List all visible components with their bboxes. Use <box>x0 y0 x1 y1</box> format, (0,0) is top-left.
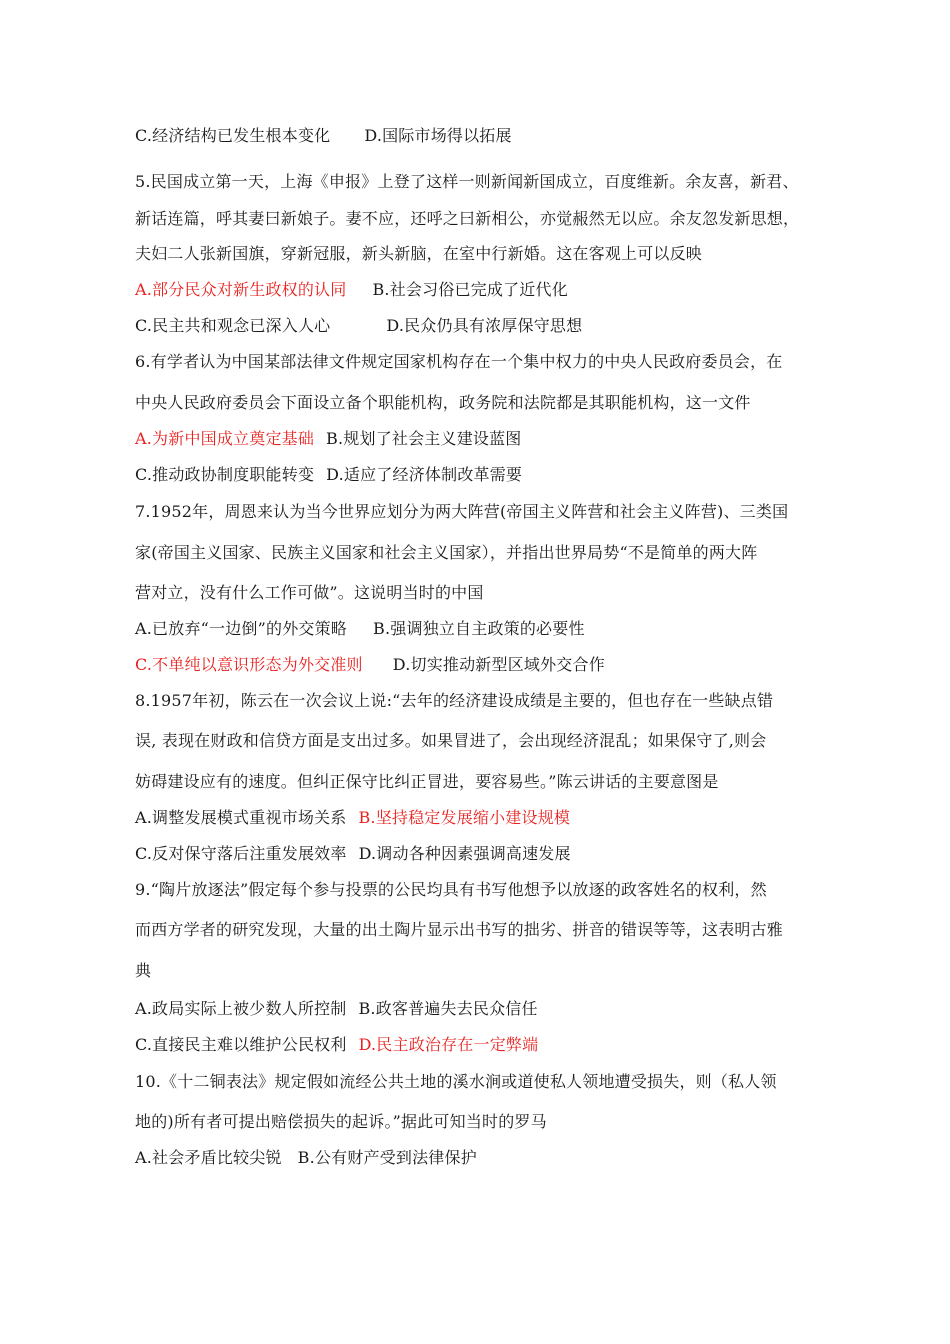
q6-option-b: B.规划了社会主义建设蓝图 <box>326 429 522 448</box>
q10-stem-line-1: 10.《十二铜表法》规定假如流经公共土地的溪水涧或道使私人领地遭受损失，则（私人领 <box>135 1072 777 1091</box>
q5-options-ab <box>135 280 568 300</box>
q7-option-a: A.已放弃“一边倒”的外交策略 <box>135 619 348 638</box>
q5-stem-line-3: 夫妇二人张新国旗，穿新冠服，新头新脑，在室中行新婚。这在客观上可以反映 <box>135 244 703 263</box>
q7-option-d: D.切实推动新型区域外交合作 <box>392 655 605 674</box>
q4-option-c: C.经济结构已发生根本变化 <box>135 126 331 145</box>
q10-stem-line-2: 地的)所有者可提出赔偿损失的起诉。”据此可知当时的罗马 <box>135 1112 547 1131</box>
q5-option-c: C.民主共和观念已深入人心 <box>135 316 331 335</box>
q5-option-a-answer: A.部分民众对新生政权的认同 <box>135 280 347 299</box>
q6-option-d: D.适应了经济体制改革需要 <box>326 465 523 484</box>
q4-options-cd <box>135 126 512 146</box>
q7-stem-line-3: 营对立，没有什么工作可做”。这说明当时的中国 <box>135 583 484 602</box>
q9-option-d-answer: D.民主政治存在一定弊端 <box>358 1035 539 1054</box>
q9-stem-line-2: 而西方学者的研究发现，大量的出土陶片显示出书写的拙劣、拼音的错误等等，这表明古雅 <box>135 920 784 939</box>
q8-option-d: D.调动各种因素强调高速发展 <box>358 844 571 863</box>
q10-option-b: B.公有财产受到法律保护 <box>297 1148 477 1167</box>
q10-option-a: A.社会矛盾比较尖锐 <box>135 1148 282 1167</box>
q9-stem-line-3: 典 <box>135 961 152 980</box>
q6-stem-line-1: 6.有学者认为中国某部法律文件规定国家机构存在一个集中权力的中央人民政府委员会，在 <box>135 352 783 371</box>
q4-option-d: D.国际市场得以拓展 <box>364 126 512 145</box>
q8-options-ab <box>135 808 570 828</box>
q8-option-b-answer: B.坚持稳定发展缩小建设规模 <box>358 808 571 827</box>
q6-stem-line-2: 中央人民政府委员会下面设立备个职能机构，政务院和法院都是其职能机构，这一文件 <box>135 393 751 412</box>
q5-stem-line-2: 新话连篇，呼其妻曰新娘子。妻不应，还呼之曰新相公，亦觉赧然无以应。余友忽发新思想， <box>135 209 800 228</box>
q8-stem-line-1: 8.1957年初，陈云在一次会议上说:“去年的经济建设成绩是主要的，但也存在一些缺点错 <box>135 691 774 710</box>
q5-options-cd <box>135 316 582 336</box>
q9-options-ab <box>135 999 538 1019</box>
q5-stem-line-1: 5.民国成立第一天，上海《申报》上登了这样一则新闻新国成立，百度维新。余友喜，新君、 <box>135 172 799 191</box>
q5-option-d: D.民众仍具有浓厚保守思想 <box>386 316 583 335</box>
q9-options-cd <box>135 1035 538 1055</box>
q6-options-ab <box>135 429 522 449</box>
q5-option-b: B.社会习俗已完成了近代化 <box>372 280 568 299</box>
q7-option-c-answer: C.不单纯以意识形态为外交准则 <box>135 655 363 674</box>
q8-option-a: A.调整发展模式重视市场关系 <box>135 808 347 827</box>
q9-option-b: B.政客普遍失去民众信任 <box>358 999 538 1018</box>
q9-stem-line-1: 9.“陶片放逐法”假定每个参与投票的公民均具有书写他想予以放逐的政客姓名的权利，然 <box>135 880 767 899</box>
q9-option-a: A.政局实际上被少数人所控制 <box>135 999 347 1018</box>
q9-option-c: C.直接民主难以维护公民权利 <box>135 1035 347 1054</box>
q8-stem-line-2: 误, 表现在财政和信贷方面是支出过多。如果冒进了，会出现经济混乱；如果保守了,则会 <box>135 731 767 750</box>
q7-stem-line-1: 7.1952年，周恩来认为当今世界应划分为两大阵营(帝国主义阵营和社会主义阵营)、三类国 <box>135 502 789 521</box>
q7-options-ab <box>135 619 585 639</box>
q10-options-ab <box>135 1148 477 1168</box>
q7-options-cd <box>135 655 605 675</box>
q8-options-cd <box>135 844 571 864</box>
q6-option-c: C.推动政协制度职能转变 <box>135 465 315 484</box>
q8-option-c: C.反对保守落后注重发展效率 <box>135 844 347 863</box>
q8-stem-line-3: 妨碍建设应有的速度。但纠正保守比纠正冒进，要容易些。”陈云讲话的主要意图是 <box>135 772 719 791</box>
q6-option-a-answer: A.为新中国成立奠定基础 <box>135 429 315 448</box>
q7-option-b: B.强调独立自主政策的必要性 <box>373 619 585 638</box>
q7-stem-line-2: 家(帝国主义国家、民族主义国家和社会主义国家），并指出世界局势“不是简单的两大阵 <box>135 543 758 562</box>
q6-options-cd <box>135 465 522 485</box>
